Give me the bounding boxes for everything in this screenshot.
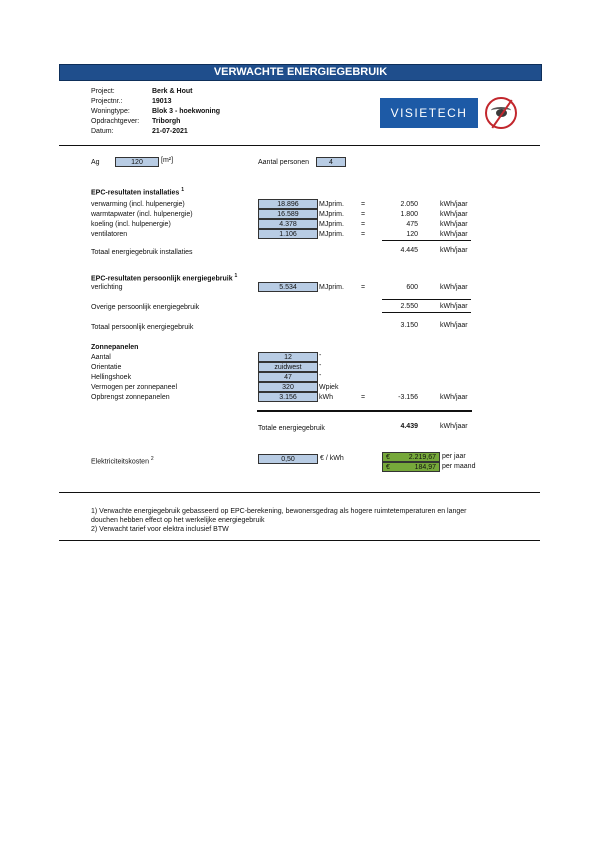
verlichting-kwh: 600 bbox=[406, 284, 418, 291]
kosten-per-maand-value: 184,97 bbox=[414, 464, 436, 471]
installaties-row-eq: = bbox=[361, 201, 366, 208]
persoonlijk-heading: EPC-resultaten persoonlijk energiegebruik $^1$ bbox=[91, 273, 238, 283]
zonnepanelen-row-value: 320 bbox=[258, 382, 318, 392]
verlichting-kwh-unit: kWh/jaar bbox=[440, 284, 468, 291]
zonnepanelen-row-label: Hellingshoek bbox=[91, 374, 132, 381]
sum-line bbox=[382, 299, 471, 300]
installaties-row-label: verwarming (incl. hulpenergie) bbox=[91, 201, 185, 208]
project-value: Berk & Hout bbox=[152, 88, 193, 95]
woningtype-label: Woningtype: bbox=[91, 108, 130, 115]
totale-label: Totale energiegebruik bbox=[258, 425, 325, 432]
ag-label: Ag bbox=[91, 159, 100, 166]
currency: € bbox=[386, 454, 390, 461]
opbrengst-eq: = bbox=[361, 394, 366, 401]
installaties-row-kwh: 120 bbox=[406, 231, 418, 238]
verlichting-mj: 5.534 bbox=[258, 282, 318, 292]
totale-value: 4.439 bbox=[400, 423, 418, 430]
projectnr-label: Projectnr.: bbox=[91, 98, 123, 105]
installaties-row-kwh-unit: kWh/jaar bbox=[440, 231, 468, 238]
installaties-row-label: ventilatoren bbox=[91, 231, 128, 238]
installaties-total-unit: kWh/jaar bbox=[440, 247, 468, 254]
visietech-logo: VISIETECH bbox=[380, 98, 478, 128]
zonnepanelen-row-value: zuidwest bbox=[258, 362, 318, 372]
tarief-value: 0,50 bbox=[258, 454, 318, 464]
kosten-per-jaar bbox=[382, 452, 440, 462]
aantal-personen-label: Aantal personen bbox=[258, 159, 309, 166]
woningtype-value: Blok 3 - hoekwoning bbox=[152, 108, 221, 115]
totale-unit: kWh/jaar bbox=[440, 423, 468, 430]
footnote-2: 2) Verwacht tarief voor elektra inclusief BTW bbox=[91, 526, 229, 533]
overige-kwh-unit: kWh/jaar bbox=[440, 303, 468, 310]
installaties-row-kwh-unit: kWh/jaar bbox=[440, 221, 468, 228]
elektriciteit-label: Elektriciteitskosten $^2$ bbox=[91, 456, 154, 466]
sum-line bbox=[382, 312, 471, 313]
ag-unit: [m²] bbox=[161, 157, 174, 164]
installaties-row-mj: 4.378 bbox=[258, 219, 318, 229]
installaties-total-value: 4.445 bbox=[400, 247, 418, 254]
datum-value: 21-07-2021 bbox=[152, 128, 188, 135]
installaties-row-label: koeling (incl. hulpenergie) bbox=[91, 221, 171, 228]
project-label: Project: bbox=[91, 88, 115, 95]
installaties-row-mj: 16.589 bbox=[258, 209, 318, 219]
opbrengst-kwh: -3.156 bbox=[398, 394, 418, 401]
projectnr-value: 19013 bbox=[152, 98, 172, 105]
eye-logo-icon bbox=[485, 97, 517, 129]
zonnepanelen-row-value: 47 bbox=[258, 372, 318, 382]
per-maand-label: per maand bbox=[442, 463, 476, 470]
zonnepanelen-row-unit: Wpiek bbox=[319, 384, 339, 391]
installaties-row-kwh: 1.800 bbox=[400, 211, 418, 218]
opdrachtgever-value: Triborgh bbox=[152, 118, 181, 125]
installaties-total-label: Totaal energiegebruik installaties bbox=[91, 249, 193, 256]
installaties-row-kwh-unit: kWh/jaar bbox=[440, 211, 468, 218]
zonnepanelen-row-value: 3.156 bbox=[258, 392, 318, 402]
aantal-personen-value: 4 bbox=[316, 157, 346, 167]
installaties-row-mj: 18.896 bbox=[258, 199, 318, 209]
persoonlijk-total-label: Totaal persoonlijk energiegebruik bbox=[91, 324, 194, 331]
kosten-per-maand bbox=[382, 462, 440, 472]
installaties-row-unit: MJprim. bbox=[319, 221, 344, 228]
total-divider bbox=[257, 410, 472, 412]
verlichting-label: verlichting bbox=[91, 284, 123, 291]
opbrengst-kwh-unit: kWh/jaar bbox=[440, 394, 468, 401]
datum-label: Datum: bbox=[91, 128, 114, 135]
installaties-row-kwh: 475 bbox=[406, 221, 418, 228]
installaties-heading: EPC-resultaten installaties $^1$ bbox=[91, 187, 185, 197]
installaties-row-eq: = bbox=[361, 211, 366, 218]
page-title: VERWACHTE ENERGIEGEBRUIK bbox=[59, 64, 542, 81]
installaties-row-unit: MJprim. bbox=[319, 201, 344, 208]
zonnepanelen-row-unit: - bbox=[319, 362, 322, 369]
currency: € bbox=[386, 464, 390, 471]
installaties-row-kwh-unit: kWh/jaar bbox=[440, 201, 468, 208]
zonnepanelen-row-label: Aantal bbox=[91, 354, 111, 361]
persoonlijk-total-value: 3.150 bbox=[400, 322, 418, 329]
zonnepanelen-row-unit: - bbox=[319, 372, 322, 379]
persoonlijk-total-unit: kWh/jaar bbox=[440, 322, 468, 329]
verlichting-unit: MJprim. bbox=[319, 284, 344, 291]
installaties-row-mj: 1.106 bbox=[258, 229, 318, 239]
verlichting-eq: = bbox=[361, 284, 366, 291]
kosten-per-jaar-value: 2.219,67 bbox=[408, 454, 436, 461]
sum-line bbox=[382, 240, 471, 241]
opdrachtgever-label: Opdrachtgever: bbox=[91, 118, 140, 125]
overige-label: Overige persoonlijk energiegebruik bbox=[91, 304, 200, 311]
installaties-row-eq: = bbox=[361, 221, 366, 228]
zonnepanelen-heading: Zonnepanelen bbox=[91, 344, 139, 351]
installaties-row-label: warmtapwater (incl. hulpenergie) bbox=[91, 211, 193, 218]
zonnepanelen-row-label: Orientatie bbox=[91, 364, 122, 371]
overige-kwh: 2.550 bbox=[400, 303, 418, 310]
installaties-row-kwh: 2.050 bbox=[400, 201, 418, 208]
zonnepanelen-row-unit: - bbox=[319, 352, 322, 359]
installaties-row-unit: MJprim. bbox=[319, 231, 344, 238]
divider bbox=[59, 145, 540, 146]
tarief-unit: € / kWh bbox=[320, 455, 344, 462]
zonnepanelen-row-unit: kWh bbox=[319, 394, 333, 401]
per-jaar-label: per jaar bbox=[442, 453, 466, 460]
ag-value: 120 bbox=[115, 157, 159, 167]
footnote-1: 1) Verwachte energiegebruik gebasseerd op EPC-berekening, bewonersgedrag als hogere ruimtetemperaturen en langer douchen hebben effect op het werkelijke energiegebruik bbox=[91, 508, 467, 524]
zonnepanelen-row-label: Opbrengst zonnepanelen bbox=[91, 394, 170, 401]
divider bbox=[59, 492, 540, 493]
zonnepanelen-row-label: Vermogen per zonnepaneel bbox=[91, 384, 178, 391]
zonnepanelen-row-value: 12 bbox=[258, 352, 318, 362]
installaties-row-eq: = bbox=[361, 231, 366, 238]
installaties-row-unit: MJprim. bbox=[319, 211, 344, 218]
divider bbox=[59, 540, 540, 541]
